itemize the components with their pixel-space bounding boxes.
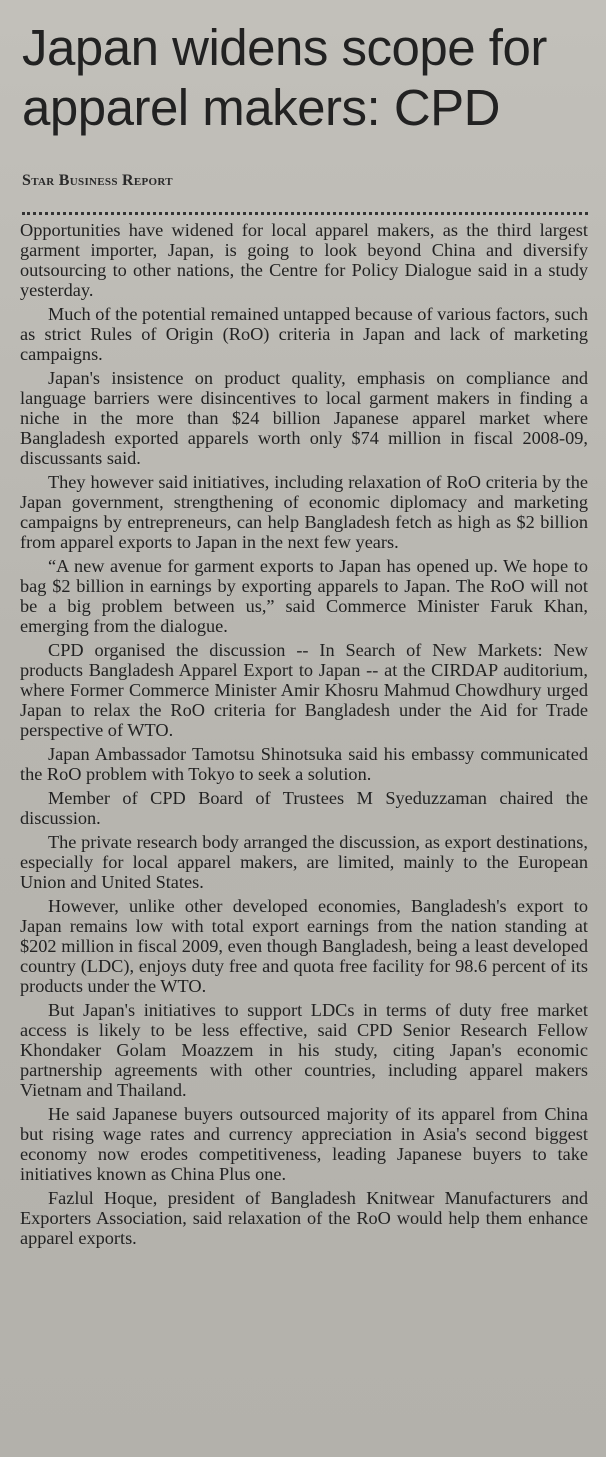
paragraph: “A new avenue for garment exports to Japan has opened up. We hope to bag $2 billion in earnings by exporting apparels to Japan. The RoO will not be a big problem between us,” said Commerce Minister Faruk Khan, emerging from the dialogue.: [20, 556, 588, 636]
dotted-divider: [22, 212, 588, 215]
paragraph: But Japan's initiatives to support LDCs in terms of duty free market access is likely to be less effective, said CPD Senior Research Fellow Khondaker Golam Moazzem in his study, citing Japan's economic partnership agreements with other countries, including apparel makers Vietnam and Thailand.: [20, 1000, 588, 1100]
paragraph: Japan Ambassador Tamotsu Shinotsuka said his embassy communicated the RoO problem with Tokyo to seek a solution.: [20, 744, 588, 784]
byline: Star Business Report: [22, 172, 173, 189]
paragraph: Japan's insistence on product quality, emphasis on compliance and language barriers were disincentives to local garment makers in finding a niche in the more than $24 billion Japanese apparel market where Bangladesh exported apparels worth only $74 million in fiscal 2008-09, discussants said.: [20, 368, 588, 468]
paragraph: Opportunities have widened for local apparel makers, as the third largest garment importer, Japan, is going to look beyond China and diversify outsourcing to other nations, the Centre for Policy Dialogue said in a study yesterday.: [20, 220, 588, 300]
paragraph: The private research body arranged the discussion, as export destinations, especially for local apparel makers, are limited, mainly to the European Union and United States.: [20, 832, 588, 892]
headline: Japan widens scope for apparel makers: CPD: [22, 19, 547, 136]
paragraph: Much of the potential remained untapped because of various factors, such as strict Rules of Origin (RoO) criteria in Japan and lack of marketing campaigns.: [20, 304, 588, 364]
paragraph: He said Japanese buyers outsourced majority of its apparel from China but rising wage rates and currency appreciation in Asia's second biggest economy now erodes competitiveness, leading Japanese buyers to take initiatives known as China Plus one.: [20, 1104, 588, 1184]
paragraph: However, unlike other developed economies, Bangladesh's export to Japan remains low with total export earnings from the nation standing at $202 million in fiscal 2009, even though Bangladesh, being a least developed country (LDC), enjoys duty free and quota free facility for 98.6 percent of its products under the WTO.: [20, 896, 588, 996]
paragraph: Member of CPD Board of Trustees M Syeduzzaman chaired the discussion.: [20, 788, 588, 828]
paragraph: They however said initiatives, including relaxation of RoO criteria by the Japan government, strengthening of economic diplomacy and marketing campaigns by entrepreneurs, can help Bangladesh fetch as high as $2 billion from apparel exports to Japan in the next few years.: [20, 472, 588, 552]
paragraph: Fazlul Hoque, president of Bangladesh Knitwear Manufacturers and Exporters Association, said relaxation of the RoO would help them enhance apparel exports.: [20, 1188, 588, 1248]
paragraph: CPD organised the discussion -- In Search of New Markets: New products Bangladesh Apparel Export to Japan -- at the CIRDAP auditorium, where Former Commerce Minister Amir Khosru Mahmud Chowdhury urged Japan to relax the RoO criteria for Bangladesh under the Aid for Trade perspective of WTO.: [20, 640, 588, 740]
article-body: [20, 220, 588, 1252]
